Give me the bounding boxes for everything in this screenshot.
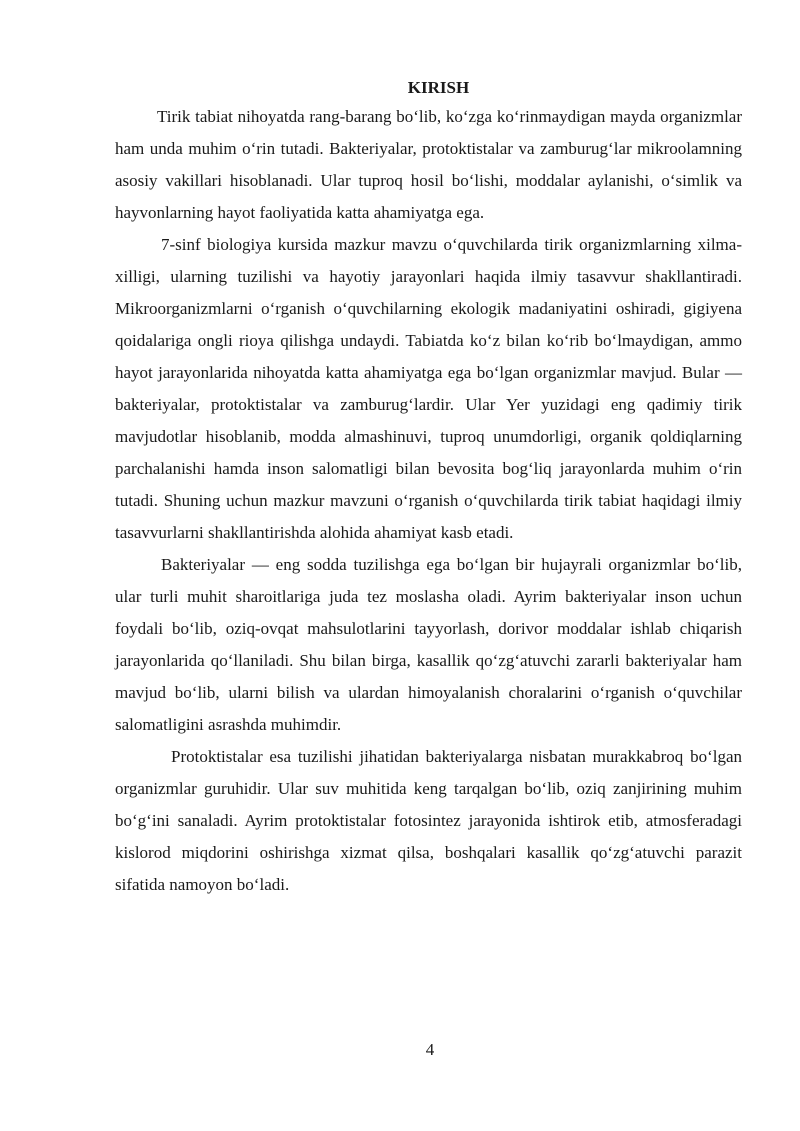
paragraph-course: 7-sinf biologiya kursida mazkur mavzu o‘quvchilarda tirik organizmlarning xilma-xilligi, ularning tuzilishi va hayotiy jarayonlari haqida ilmiy tasavvur shakllantiradi. Mikroorganizmlarni o‘rganish o‘quvchilarning ekologik madaniyatini oshiradi, gigiyena qoidalariga ongli rioya qilishga undaydi. Tabiatda ko‘z bilan ko‘rib bo‘lmaydigan, ammo hayot jarayonlarida nihoyatda katta ahamiyatga ega bo‘lgan organizmlar mavjud. Bular — bakteriyalar, protoktistalar va zamburug‘lardir. Ular Yer yuzidagi eng qadimiy tirik mavjudotlar hisoblanib, modda almashinuvi, tuproq unumdorligi, organik qoldiqlarning parchalanishi hamda inson salomatligi bilan bevosita bog‘liq jarayonlarda muhim o‘rin tutadi. Shuning uchun mazkur mavzuni o‘rganish o‘quvchilarda tirik tabiat haqidagi ilmiy tasavvurlarni shakllantirishda alohida ahamiyat kasb etadi. xyxy=(115,235,742,542)
paragraph-protoctists: Protoktistalar esa tuzilishi jihatidan bakteriyalarga nisbatan murakkabroq bo‘lgan organizmlar guruhidir. Ular suv muhitida keng tarqalgan bo‘lib, oziq zanjirining muhim bo‘g‘ini sanaladi. Ayrim protoktistalar fotosintez jarayonida ishtirok etib, atmosferadagi kislorod miqdorini oshirishga xizmat qilsa, boshqalari kasallik qo‘zg‘atuvchi parazit sifatida namoyon bo‘ladi. xyxy=(115,747,742,894)
paragraph-intro: Tirik tabiat nihoyatda rang-barang bo‘lib, ko‘zga ko‘rinmaydigan mayda organizmlar ham unda muhim o‘rin tutadi. Bakteriyalar, protoktistalar va zamburug‘lar mikroolamning asosiy vakillari hisoblanadi. Ular tuproq hosil bo‘lishi, moddalar aylanishi, o‘simlik va hayvonlarning hayot faoliyatida katta ahamiyatga ega. xyxy=(115,107,742,222)
section-title: KIRISH xyxy=(407,78,470,97)
document-page xyxy=(115,78,742,901)
paragraph-bacteria: Bakteriyalar — eng sodda tuzilishga ega bo‘lgan bir hujayrali organizmlar bo‘lib, ular turli muhit sharoitlariga juda tez moslasha oladi. Ayrim bakteriyalar inson uchun foydali bo‘lib, oziq-ovqat mahsulotlarini tayyorlash, dorivor moddalar ishlab chiqarish jarayonlarida qo‘llaniladi. Shu bilan birga, kasallik qo‘zg‘atuvchi zararli bakteriyalar ham mavjud bo‘lib, ularni bilish va ulardan himoyalanish choralarini o‘rganish o‘quvchilar salomatligini asrashda muhimdir. xyxy=(115,555,742,734)
page-number: 4 xyxy=(425,1040,435,1059)
